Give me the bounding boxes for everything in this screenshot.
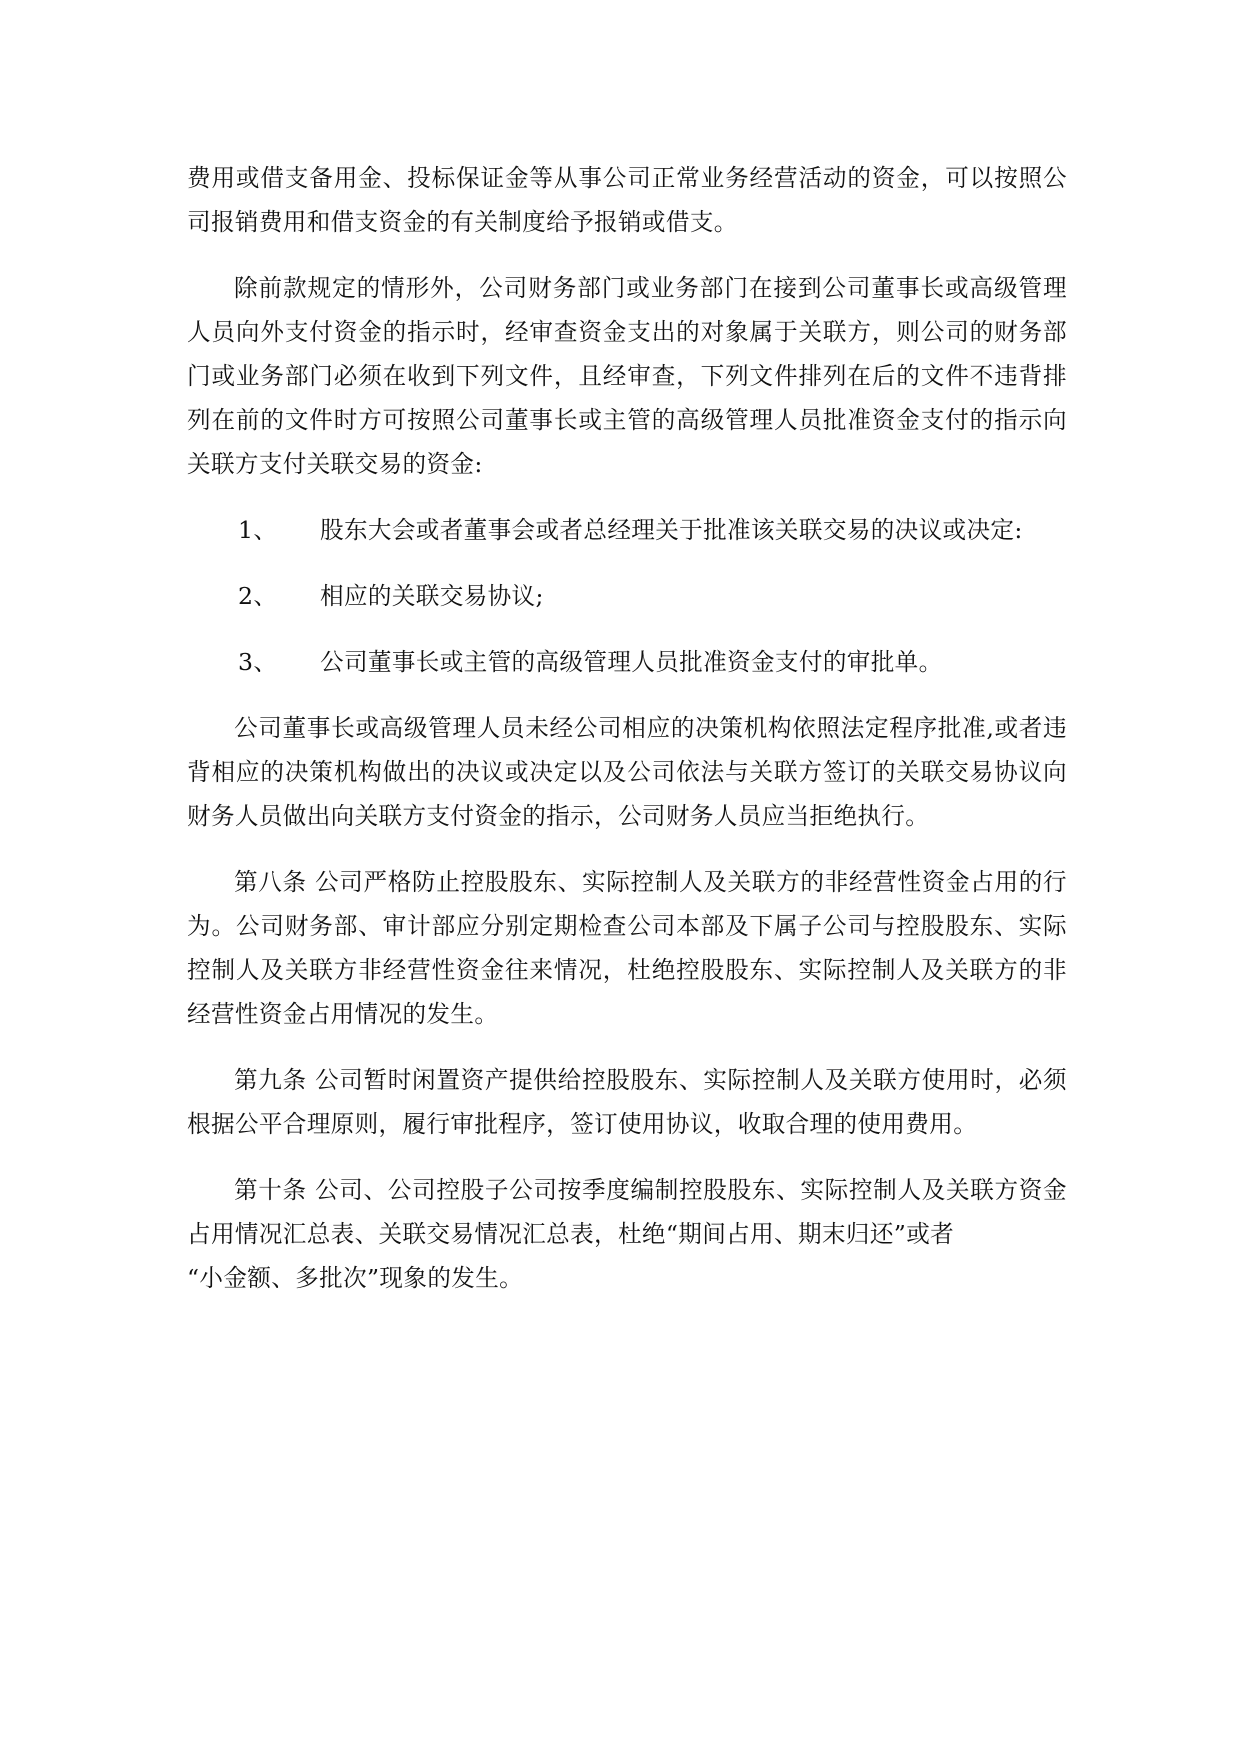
list-item-number: 3、: [238, 648, 278, 676]
article-8: 第八条 公司严格防止控股股东、实际控制人及关联方的非经营性资金占用的行为。公司财务部、审计部应分别定期检查公司本部及下属子公司与控股股东、实际控制人及关联方非经营性资金往来情况，杜绝控股股东、实际控制人及关联方的非经营性资金占用情况的发生。: [187, 868, 1067, 1028]
article-10: [187, 1168, 1067, 1300]
list-item-number: 1、: [238, 516, 278, 544]
list-item: [187, 640, 1067, 684]
list-item-text: 股东大会或者董事会或者总经理关于批准该关联交易的决议或决定:: [320, 516, 1023, 544]
document-body: [187, 156, 1067, 1322]
list-item-text: 相应的关联交易协议;: [320, 582, 544, 610]
article-10-line-2: “小金额、多批次”现象的发生。: [187, 1264, 524, 1292]
paragraph-payment-instructions: 除前款规定的情形外，公司财务部门或业务部门在接到公司董事长或高级管理人员向外支付资金的指示时，经审查资金支出的对象属于关联方，则公司的财务部门或业务部门必须在收到下列文件，且经审查，下列文件排列在后的文件不违背排列在前的文件时方可按照公司董事长或主管的高级管理人员批准资金支付的指示向关联方支付关联交易的资金:: [187, 274, 1067, 478]
list-item: [187, 574, 1067, 618]
list-item-number: 2、: [238, 582, 278, 610]
list-item: [187, 508, 1067, 552]
list-item-text: 公司董事长或主管的高级管理人员批准资金支付的审批单。: [320, 648, 943, 676]
paragraph-continuation: 费用或借支备用金、投标保证金等从事公司正常业务经营活动的资金，可以按照公司报销费用和借支资金的有关制度给予报销或借支。: [187, 164, 1067, 236]
article-9: 第九条 公司暂时闲置资产提供给控股股东、实际控制人及关联方使用时，必须根据公平合理原则，履行审批程序，签订使用协议，收取合理的使用费用。: [187, 1066, 1067, 1138]
article-10-line-1: 第十条 公司、公司控股子公司按季度编制控股股东、实际控制人及关联方资金占用情况汇总表、关联交易情况汇总表，杜绝“期间占用、期末归还”或者: [187, 1176, 1067, 1248]
paragraph-refusal: 公司董事长或高级管理人员未经公司相应的决策机构依照法定程序批准,或者违背相应的决策机构做出的决议或决定以及公司依法与关联方签订的关联交易协议向财务人员做出向关联方支付资金的指示，公司财务人员应当拒绝执行。: [187, 714, 1067, 830]
